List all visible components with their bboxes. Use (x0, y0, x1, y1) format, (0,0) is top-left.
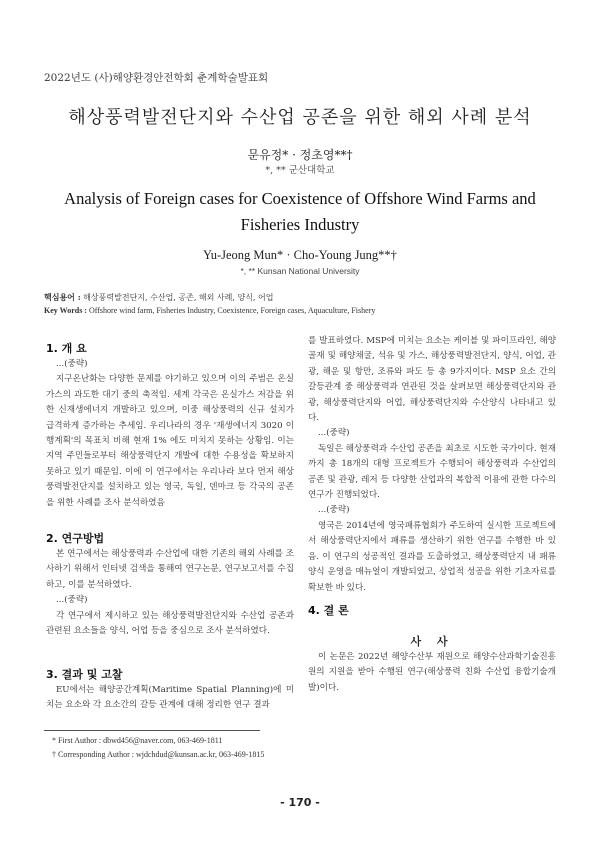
affiliation-korean: *, ** 군산대학교 (265, 165, 335, 176)
right-column-body (308, 334, 556, 596)
keywords-english (44, 306, 375, 315)
omission-note: ...(중략) (56, 595, 88, 606)
keywords-english-label: Key Words : (44, 306, 87, 315)
title-english-line1: Analysis of Foreign cases for Coexistence of Offshore Wind Farms and (64, 189, 536, 208)
section-3-body (46, 683, 294, 714)
conference-header: 2022년도 (사)해양환경안전학회 춘계학술발표회 (44, 72, 269, 84)
footnote-divider (44, 730, 260, 731)
section-2-paragraph-1: 본 연구에서는 해상풍력과 수산업에 대한 기존의 해외 사례를 조사하기 위해서 인터넷 검색을 통해여 연구논문, 연구보고서를 수집하고, 이를 분석하였다. (46, 549, 294, 590)
germany-paragraph: 독일은 해상풍력과 수산업 공존을 최초로 시도한 국가이다. 현재까지 총 18개의 대형 프로젝트가 수행되어 해상풍력과 수산업의 공존 및 관광, 레저 등 다양한 산업과의 복합적 이용에 관한 다수의 연구가 진행되었다. (308, 443, 556, 501)
omission-note: ...(중략) (318, 505, 350, 516)
acknowledgement-title: 사 사 (410, 635, 454, 648)
keywords-korean-label: 핵심용어 : (44, 292, 81, 302)
title-english (40, 186, 560, 238)
section-4-title: 4. 결 론 (308, 604, 349, 617)
section-3-title: 3. 결과 및 고찰 (46, 668, 123, 681)
section-2-paragraph-2: 각 연구에서 제시하고 있는 해상풍력발전단지와 수산업 공존과 관련된 요소들을 양식, 어업 등을 중심으로 조사 분석하였다. (46, 610, 294, 637)
section-1-body (46, 357, 294, 511)
page-number: - 170 - (280, 796, 320, 809)
section-2-title: 2. 연구방법 (46, 532, 105, 545)
acknowledgement-body (308, 650, 556, 696)
omission-note: ...(중략) (318, 428, 350, 439)
section-2-body (46, 547, 294, 639)
keywords-korean-text: 해상풍력발전단지, 수산업, 공존, 해외 사례, 양식, 어업 (83, 293, 274, 302)
keywords-korean (44, 292, 273, 303)
authors-korean: 문유정* · 정초영**† (247, 148, 353, 162)
uk-paragraph: 영국은 2014년에 영국패류협회가 주도하여 실시한 프로젝트에서 해상풍력단지에서 패류를 생산하기 위한 연구를 수행한 바 있음. 이 연구의 성공적인 결과를 도출하였고, 해상풍력단지 내 패류 양식 운영을 매뉴얼이 개발되었고, 상업적 성공을 위한 기초자료를 확보한 바 있다. (308, 520, 556, 593)
section-3-paragraph: EU에서는 해양공간계획(Maritime Spatial Planning)에 미치는 요소와 각 요소간의 갈등 관계에 대해 정리한 연구 결과 (46, 685, 294, 711)
footnote-corresponding-author: † Corresponding Author : wjdchdud@kunsan.ac.kr, 063-469-1815 (52, 750, 265, 759)
section-3-continued: 를 발표하였다. MSP에 미치는 요소는 케이블 및 파이프라인, 해양골재 및 해양채굴, 석유 및 가스, 해상풍력발전단지, 양식, 어업, 관광, 해운 및 항만, 조류와 파도 등 총 9가지이다. MSP 요소 간의 갈등관계 중 해상풍력과 연관된 것을 살펴보면 해상풍력단지와 관광, 해상풍력단지와 어업, 해상풍력단지와 수산양식 나타내고 있다. (308, 336, 556, 424)
section-1-paragraph: 지구온난화는 다양한 문제를 야기하고 있으며 이의 주범은 온실가스의 과도한 대기 중의 축적임. 세계 각국은 온실가스 저감을 위한 신재생에너지 개발하고 있으며, 이중 해상풍력의 신규 설치가 급격하게 증가하는 추세임. 우리나라의 경우 '재생에너지 3020 이행계획'의 목표치 비해 현재 1% 에도 미치지 못하는 상황임. 이는 지역 주민들로부터 해상풍력단지 개발에 대한 수용성을 확보하지 못하고 있기 때문임. 이에 이 연구에서는 우리나라 보다 먼저 해상풍력발전단지를 설치하고 있는 영국, 독일, 덴마크 등 각국의 공존을 위한 사례를 조사 분석하였음 (46, 374, 294, 508)
footnote-first-author: * First Author : dbwd456@naver.com, 063-469-1811 (52, 736, 223, 745)
keywords-english-text: Offshore wind farm, Fisheries Industry, Coexistence, Foreign cases, Aquaculture, Fishery (88, 306, 376, 315)
affiliation-english: *, ** Kunsan National University (240, 266, 360, 276)
acknowledgement-text: 이 논문은 2022년 해양수산부 재원으로 해양수산과학기술진흥원의 지원을 받아 수행된 연구(해상풍력 친화 수산업 융합기술개발)이다. (308, 652, 556, 693)
title-english-line2: Fisheries Industry (240, 215, 360, 234)
section-1-title: 1. 개 요 (46, 342, 87, 355)
title-korean: 해상풍력발전단지와 수산업 공존을 위한 해외 사례 분석 (68, 107, 532, 128)
omission-note: ...(중략) (56, 359, 88, 369)
authors-english: Yu-Jeong Mun* · Cho-Young Jung**† (203, 248, 397, 262)
